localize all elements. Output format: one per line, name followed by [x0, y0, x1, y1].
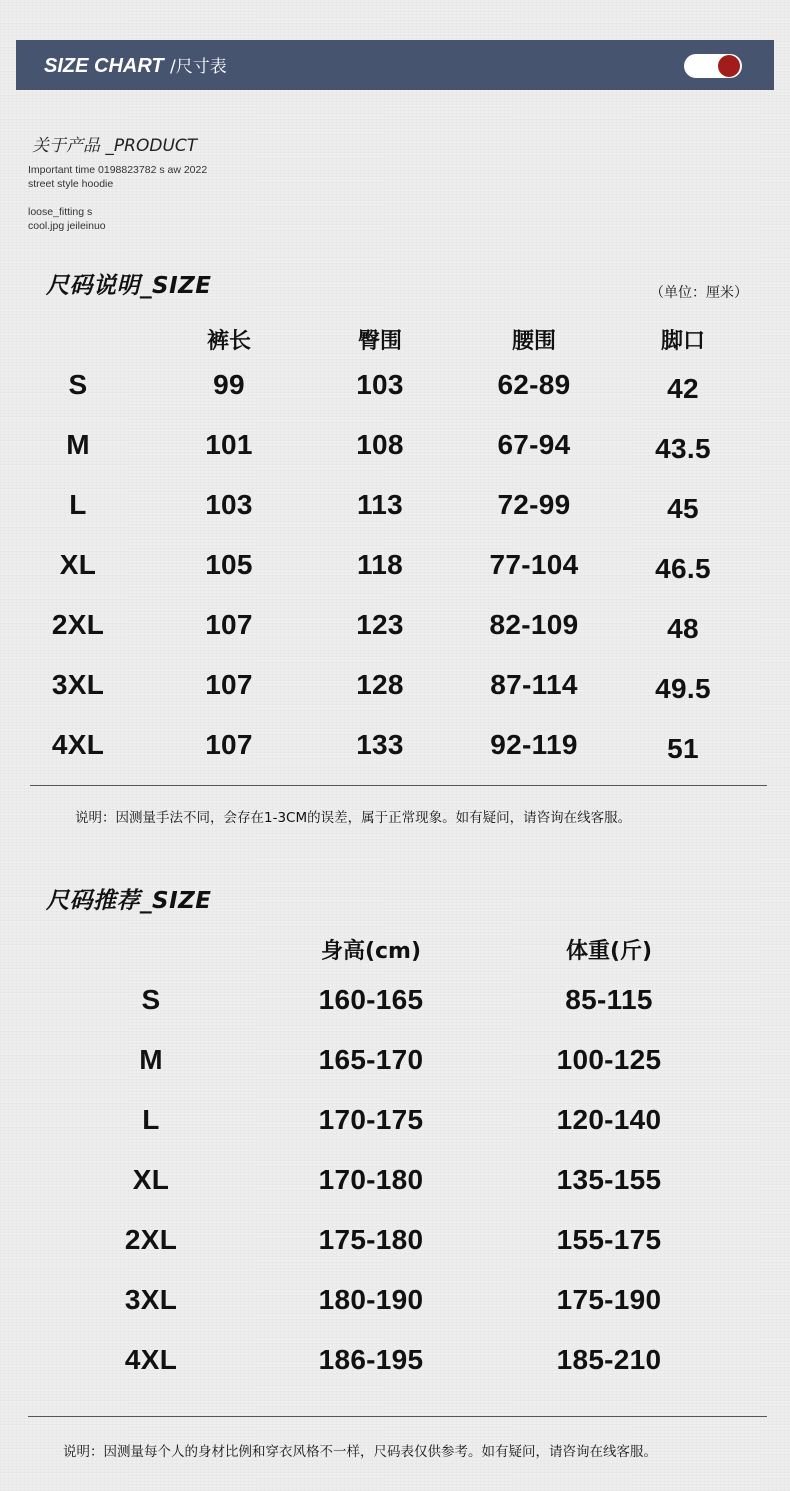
- size-table-cell: 87-114: [490, 669, 578, 700]
- title-en: SIZE CHART: [44, 55, 164, 77]
- size-table-cell: 99: [213, 369, 245, 400]
- size-table-cell: 113: [356, 489, 404, 520]
- size-table-cell: 103: [205, 489, 253, 520]
- recommend-table-size-label: L: [142, 1104, 160, 1135]
- recommend-table-size-label: S: [141, 984, 161, 1015]
- toggle-icon: [684, 54, 742, 78]
- size-table-cell: 123: [356, 609, 404, 640]
- toggle-knob: [718, 55, 740, 77]
- recommend-table-cell: 180-190: [318, 1284, 424, 1315]
- header-banner: [16, 40, 774, 90]
- size-table-cell: 43.5: [655, 433, 711, 464]
- size-table-size-label: 3XL: [51, 669, 105, 700]
- product-line: cool.jpg jeileinuo: [28, 220, 106, 232]
- recommend-table-header: 身高(cm): [320, 939, 422, 964]
- recommend-table-cell: 100-125: [556, 1044, 662, 1075]
- size-table-header: 臀围: [357, 329, 403, 354]
- recommend-table-size-label: 3XL: [124, 1284, 178, 1315]
- recommend-table-cell: 165-170: [318, 1044, 424, 1075]
- size-table-cell: 82-109: [489, 609, 579, 640]
- recommend-table-cell: 120-140: [556, 1104, 662, 1135]
- size-table-header: 腰围: [511, 329, 557, 354]
- size-table-header: 裤长: [206, 329, 252, 354]
- recommend-table-cell: 175-190: [556, 1284, 662, 1315]
- recommend-table-cell: 170-175: [318, 1104, 424, 1135]
- product-line: street style hoodie: [28, 178, 114, 190]
- divider: [28, 1416, 767, 1417]
- size-table-cell: 72-99: [497, 489, 571, 520]
- size-table-cell: 133: [356, 729, 404, 760]
- size-table-cell: 103: [356, 369, 404, 400]
- size-table-cell: 128: [356, 669, 404, 700]
- size-table-size-label: M: [66, 429, 90, 460]
- size-table-cell: 105: [205, 549, 253, 580]
- size-table-size-label: S: [68, 369, 88, 400]
- size-table-cell: 101: [205, 429, 253, 460]
- size-note: 说明：因测量手法不同，会存在1-3CM的误差，属于正常现象。如有疑问，请咨询在线客服。: [75, 810, 632, 826]
- size-table-header: 脚口: [660, 329, 706, 354]
- size-table-cell: 92-119: [490, 729, 578, 760]
- recommend-table-cell: 85-115: [565, 984, 653, 1015]
- recommend-table-size-label: M: [139, 1044, 163, 1075]
- size-table-cell: 108: [356, 429, 404, 460]
- size-table-cell: 62-89: [497, 369, 571, 400]
- recommend-table-cell: 160-165: [318, 984, 424, 1015]
- recommend-table-title: 尺码推荐_SIZE: [46, 888, 212, 914]
- recommend-table-cell: 155-175: [556, 1224, 662, 1255]
- size-table-cell: 107: [205, 609, 253, 640]
- recommend-table-cell: 135-155: [556, 1164, 662, 1195]
- recommend-table-size-label: 4XL: [124, 1344, 178, 1375]
- size-table-cell: 49.5: [655, 673, 711, 704]
- recommend-table-cell: 185-210: [556, 1344, 662, 1375]
- size-table-cell: 42: [667, 373, 699, 404]
- product-line: loose_fitting s: [28, 206, 93, 218]
- recommend-note: 说明：因测量每个人的身材比例和穿衣风格不一样，尺码表仅供参考。如有疑问，请咨询在线客服。: [63, 1444, 657, 1460]
- size-table-title: 尺码说明_SIZE: [46, 273, 212, 299]
- size-table-cell: 46.5: [655, 553, 711, 584]
- unit-note: （单位：厘米）: [650, 285, 748, 301]
- product-line: Important time 0198823782 s aw 2022: [28, 164, 208, 176]
- size-table-cell: 118: [356, 549, 404, 580]
- recommend-table-header: 体重(斤): [565, 939, 653, 964]
- size-table-cell: 107: [205, 669, 253, 700]
- title-cn: /尺寸表: [170, 57, 227, 77]
- recommend-table-size-label: 2XL: [124, 1224, 178, 1255]
- size-table-cell: 107: [205, 729, 253, 760]
- recommend-table-cell: 186-195: [318, 1344, 424, 1375]
- size-table-cell: 48: [667, 613, 699, 644]
- recommend-table-cell: 170-180: [318, 1164, 424, 1195]
- size-table-cell: 67-94: [497, 429, 571, 460]
- size-table-cell: 77-104: [489, 549, 579, 580]
- size-table-cell: 45: [667, 493, 699, 524]
- recommend-table-size-label: XL: [132, 1164, 170, 1195]
- size-table-size-label: XL: [59, 549, 97, 580]
- size-table-size-label: 2XL: [51, 609, 105, 640]
- size-table-size-label: 4XL: [51, 729, 105, 760]
- recommend-table-cell: 175-180: [318, 1224, 424, 1255]
- size-table-size-label: L: [69, 489, 87, 520]
- page-title: [44, 52, 227, 78]
- divider: [30, 785, 767, 786]
- product-title: 关于产品 _PRODUCT: [32, 136, 198, 156]
- size-table-cell: 51: [667, 733, 699, 764]
